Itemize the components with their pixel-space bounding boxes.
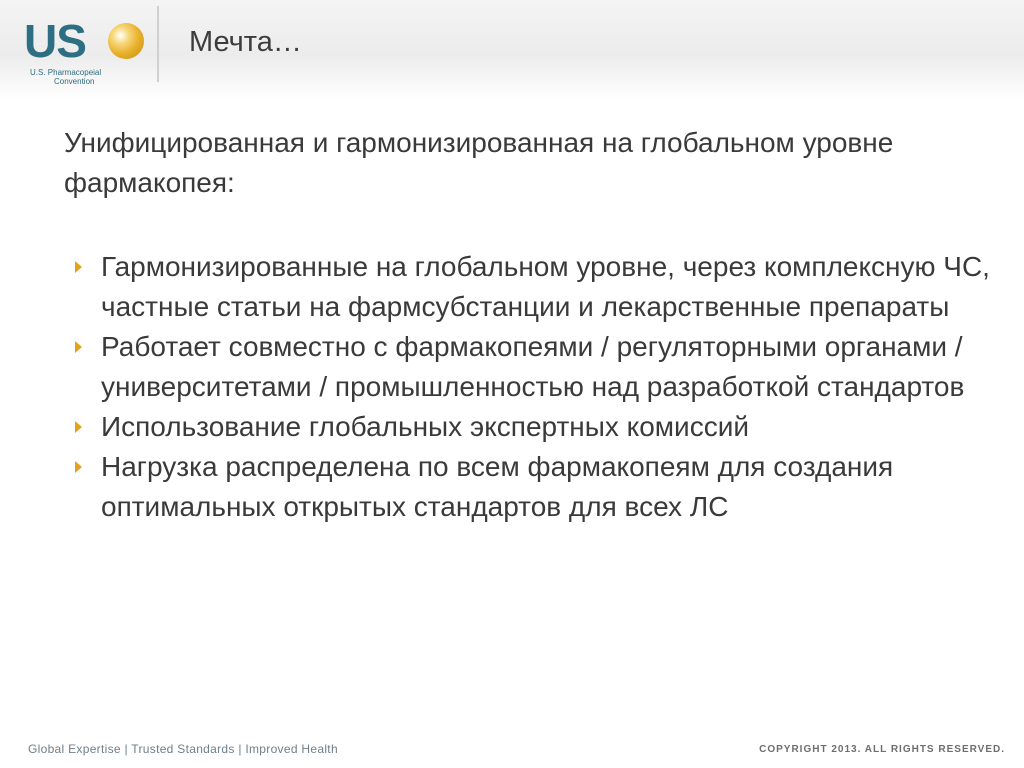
bullet-arrow-icon: [75, 421, 82, 433]
logo-subtitle-line1: U.S. Pharmacopeial: [30, 68, 102, 77]
bullet-item: [74, 407, 994, 447]
usp-logo: [24, 15, 142, 90]
logo-orb-icon: [108, 23, 144, 59]
bullet-text: Гармонизированные на глобальном уровне, через комплексную ЧС, частные статьи на фармсубстанции и лекарственные препараты: [101, 251, 990, 322]
footer-tagline: Global Expertise | Trusted Standards | Improved Health: [28, 742, 338, 756]
bullet-list: [74, 247, 994, 527]
bullet-text: Нагрузка распределена по всем фармакопеям для создания оптимальных открытых стандартов для всех ЛС: [101, 451, 894, 522]
bullet-arrow-icon: [75, 461, 82, 473]
bullet-item: [74, 247, 994, 327]
bullet-arrow-icon: [75, 341, 82, 353]
slide-title: Мечта…: [189, 26, 302, 58]
bullet-item: [74, 327, 994, 407]
logo-subtitle-line2: Convention: [54, 77, 95, 86]
header-divider: [157, 6, 159, 82]
bullet-item: [74, 447, 994, 527]
footer-copyright: COPYRIGHT 2013. ALL RIGHTS RESERVED.: [759, 744, 1005, 755]
intro-text: Унифицированная и гармонизированная на глобальном уровне фармакопея:: [64, 127, 894, 198]
logo-wordmark: US: [24, 15, 86, 67]
slide-header: [0, 0, 1024, 100]
bullet-text: Работает совместно с фармакопеями / регуляторными органами / университетами / промышленностью над разработкой стандартов: [101, 331, 965, 402]
bullet-text: Использование глобальных экспертных комиссий: [101, 411, 749, 442]
bullet-arrow-icon: [75, 261, 82, 273]
